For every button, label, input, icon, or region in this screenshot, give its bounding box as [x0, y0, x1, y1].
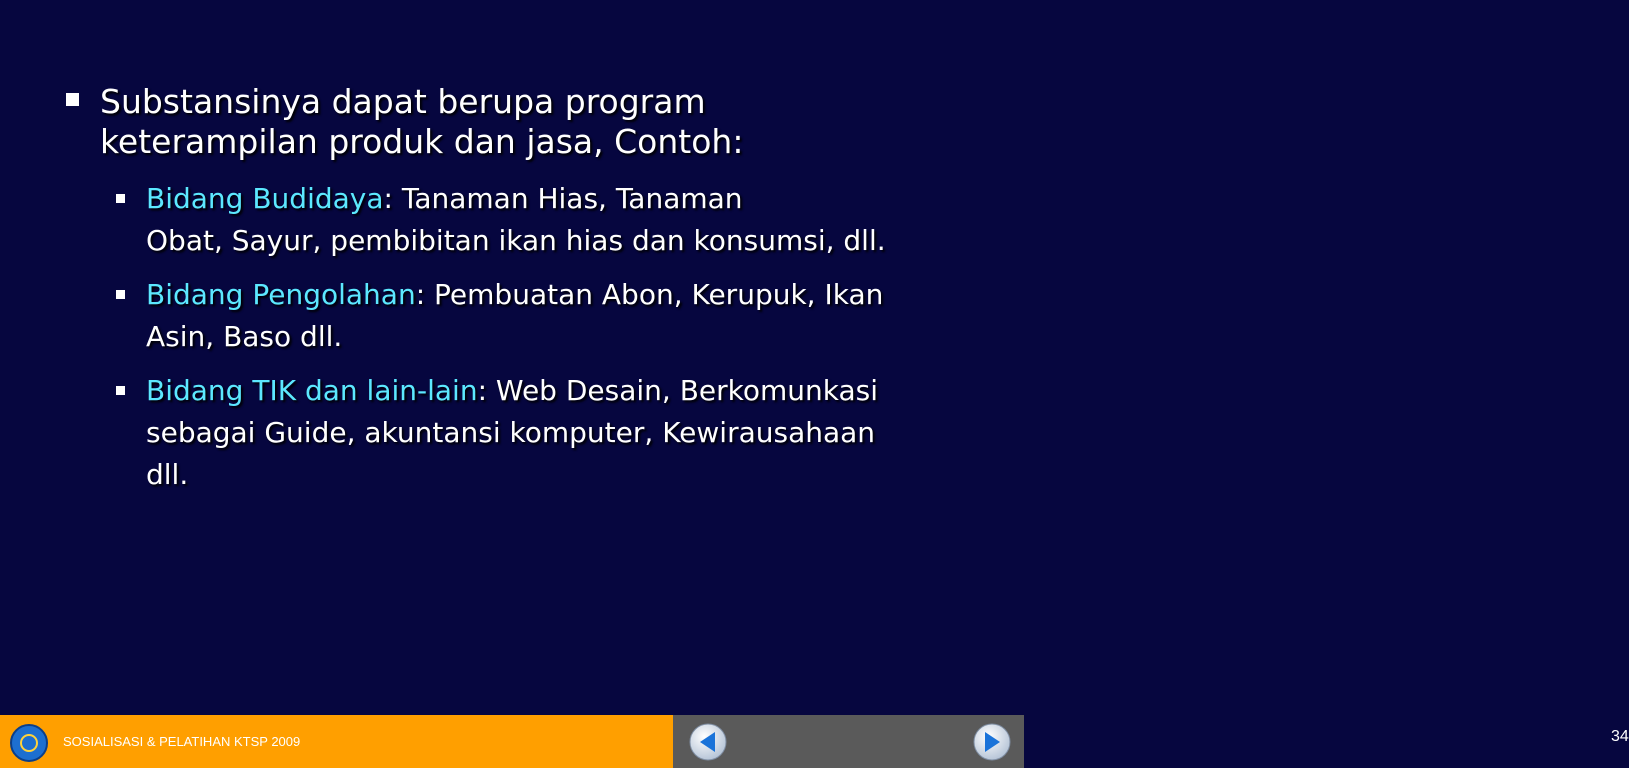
- sub-bullet-line: [146, 274, 966, 316]
- sub-bullet-title: Bidang TIK dan lain-lain: [146, 374, 478, 407]
- logo-emblem: [20, 734, 38, 752]
- sub-bullet-budidaya: [108, 178, 966, 262]
- square-bullet-icon: [116, 194, 125, 203]
- sub-bullet-text: : Pembuatan Abon, Kerupuk, Ikan: [415, 278, 884, 311]
- slide-content: [62, 82, 992, 508]
- slide-footer: [0, 715, 1629, 768]
- sub-bullet-text: : Tanaman Hias, Tanaman: [383, 182, 743, 215]
- sub-bullet-line2: sebagai Guide, akuntansi komputer, Kewirausahaan: [146, 416, 876, 449]
- main-bullet-line2: keterampilan produk dan jasa, Contoh:: [100, 122, 744, 161]
- square-bullet-icon: [116, 386, 125, 395]
- sub-bullet-line2: Asin, Baso dll.: [146, 320, 343, 353]
- sub-bullet-title: Bidang Pengolahan: [146, 278, 416, 311]
- square-bullet-icon: [116, 290, 125, 299]
- sub-bullet-pengolahan: [108, 274, 966, 358]
- square-bullet-icon: [66, 93, 79, 106]
- footer-orange-band: [0, 715, 673, 768]
- sub-bullet-text: : Web Desain, Berkomunkasi: [477, 374, 879, 407]
- main-bullet-line1: Substansinya dapat berupa program: [100, 82, 706, 121]
- page-number: 34: [1611, 728, 1629, 745]
- next-slide-button[interactable]: [973, 723, 1011, 761]
- footer-text: SOSIALISASI & PELATIHAN KTSP 2009: [63, 734, 301, 749]
- sub-bullet-line: [146, 370, 966, 412]
- arrow-left-icon: [689, 723, 727, 761]
- arrow-right-icon: [973, 723, 1011, 761]
- main-bullet: [62, 82, 992, 162]
- sub-bullet-title: Bidang Budidaya: [146, 182, 384, 215]
- previous-slide-button[interactable]: [689, 723, 727, 761]
- sub-bullet-tik: [108, 370, 966, 496]
- sub-bullet-line: [146, 178, 966, 220]
- sub-bullet-line2: Obat, Sayur, pembibitan ikan hias dan konsumsi, dll.: [146, 224, 886, 257]
- education-ministry-logo-icon: [10, 724, 48, 762]
- sub-bullet-line3: dll.: [146, 458, 189, 491]
